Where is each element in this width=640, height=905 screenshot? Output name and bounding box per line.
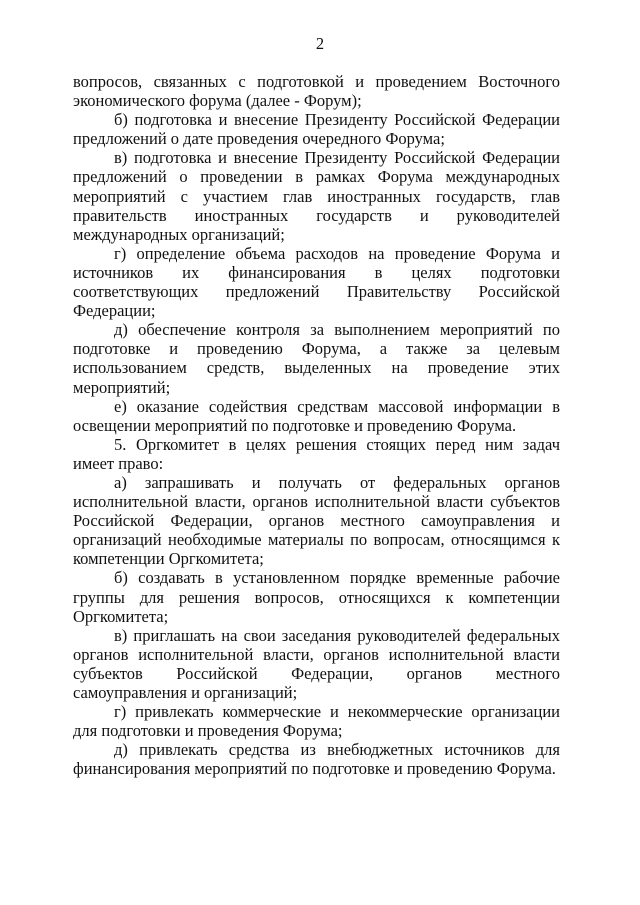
paragraph-item-v: в) подготовка и внесение Президенту Российской Федерации предложений о проведении в рамках Форума международных мероприятий с участием глав иностранных государств, глав правительств иностранных государств и руководителей международных организаций; [73,148,560,244]
paragraph-continuation: вопросов, связанных с подготовкой и проведением Восточного экономического форума (далее - Форум); [73,72,560,111]
paragraph-item-d: д) обеспечение контроля за выполнением мероприятий по подготовке и проведению Форума, а также за целевым использованием средств, выделенных на проведение этих мероприятий; [73,320,560,397]
paragraph-item-b: б) подготовка и внесение Президенту Российской Федерации предложений о дате проведения очередного Форума; [73,110,560,149]
paragraph-item-e: е) оказание содействия средствам массовой информации в освещении мероприятий по подготовке и проведению Форума. [73,396,560,435]
paragraph-right-g: г) привлекать коммерческие и некоммерческие организации для подготовки и проведения Форума; [73,702,560,741]
paragraph-item-g: г) определение объема расходов на проведение Форума и источников их финансирования в целях подготовки соответствующих предложений Правительству Российской Федерации; [73,243,560,321]
document-body [73,72,560,778]
paragraph-right-b: б) создавать в установленном порядке временные рабочие группы для решения вопросов, относящихся к компетенции Оргкомитета; [73,568,560,626]
page-number: 2 [315,34,325,53]
paragraph-right-v: в) приглашать на свои заседания руководителей федеральных органов исполнительной власти, органов исполнительной власти субъектов Российской Федерации, органов местного самоуправления и организаций; [73,625,560,702]
paragraph-right-a: а) запрашивать и получать от федеральных органов исполнительной власти, органов исполнительной власти субъектов Российской Федерации, органов местного самоуправления и организаций необходимые материалы по вопросам, относящимся к компетенции Оргкомитета; [73,472,560,569]
paragraph-section-5: 5. Оргкомитет в целях решения стоящих перед ним задач имеет право: [73,434,560,473]
paragraph-right-d: д) привлекать средства из внебюджетных источников для финансирования мероприятий по подготовке и проведению Форума. [73,740,560,779]
